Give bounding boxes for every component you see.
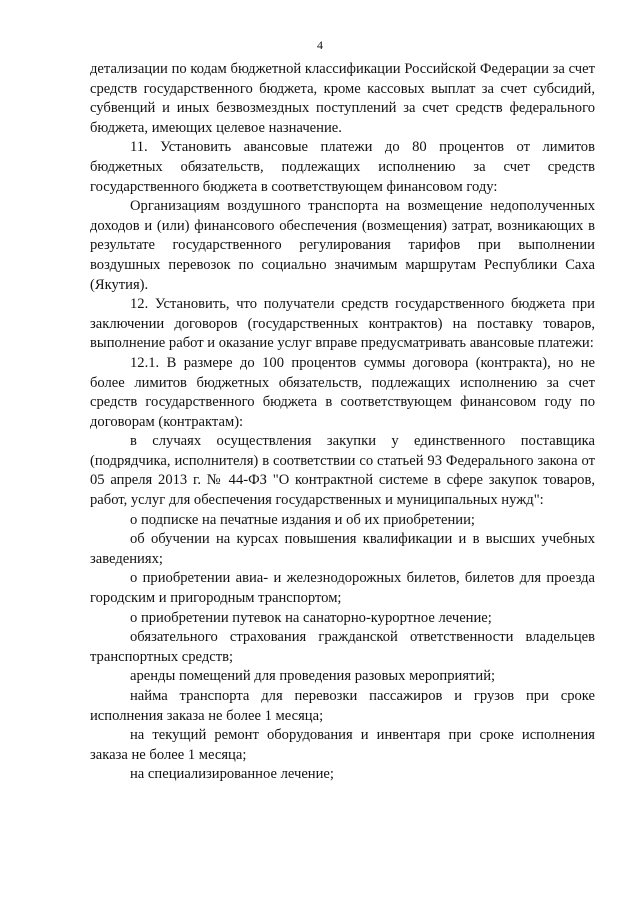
paragraph: 12. Установить, что получатели средств государственного бюджета при заключении договоров (государственных контрактов) на поставку товаров, выполнение работ и оказание услуг вправе предусматривать авансовые платежи:: [90, 296, 595, 352]
paragraph: аренды помещений для проведения разовых мероприятий;: [130, 668, 496, 685]
paragraph: найма транспорта для перевозки пассажиров и грузов при сроке исполнения заказа не более 1 месяца;: [90, 688, 595, 724]
paragraph: об обучении на курсах повышения квалификации и в высших учебных заведениях;: [90, 531, 595, 567]
paragraph: на текущий ремонт оборудования и инвентаря при сроке исполнения заказа не более 1 месяца;: [90, 727, 595, 763]
paragraph: о подписке на печатные издания и об их приобретении;: [130, 511, 475, 528]
page-number: 4: [317, 38, 323, 52]
paragraph: детализации по кодам бюджетной классификации Российской Федерации за счет средств государственного бюджета, кроме кассовых выплат за счет субсидий, субвенций и иных безвозмездных поступлений за счет средств федерального бюджета, имеющих целевое назначение.: [90, 61, 595, 136]
paragraph: о приобретении авиа- и железнодорожных билетов, билетов для проезда городским и пригородным транспортом;: [90, 570, 595, 607]
paragraph: обязательного страхования гражданской ответственности владельцев транспортных средств;: [90, 629, 595, 665]
paragraph: Организациям воздушного транспорта на возмещение недополученных доходов и (или) финансового обеспечения (возмещения) затрат, возникающих в результате государственного регулирования тарифов при выполнении воздушных перевозок по социально значимым маршрутам Республики Саха (Якутия).: [90, 198, 595, 293]
paragraph: 12.1. В размере до 100 процентов суммы договора (контракта), но не более лимитов бюджетных обязательств, подлежащих исполнению за счет средств государственного бюджета в соответствующем финансовом году по договорам (контрактам):: [90, 354, 595, 430]
paragraph: 11. Установить авансовые платежи до 80 процентов от лимитов бюджетных обязательств, подлежащих исполнению за счет средств государственного бюджета в соответствующем финансовом году:: [90, 139, 595, 195]
paragraph: в случаях осуществления закупки у единственного поставщика (подрядчика, исполнителя) в соответствии со статьей 93 Федерального закона от 05 апреля 2013 г. № 44-ФЗ "О контрактной системе в сфере закупок товаров, работ, услуг для обеспечения государственных и муниципальных нужд":: [90, 433, 595, 509]
document-body: [90, 60, 595, 785]
paragraph: о приобретении путевок на санаторно-курортное лечение;: [130, 609, 492, 626]
paragraph: на специализированное лечение;: [130, 766, 334, 783]
